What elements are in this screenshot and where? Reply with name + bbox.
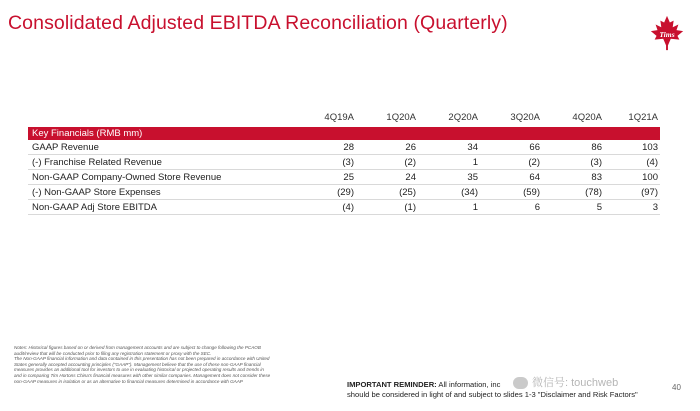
table-cell: (59) [523,187,540,198]
table-cell: 1 [472,157,478,168]
table-cell: 25 [343,172,354,183]
table-cell: (4) [342,202,354,213]
table-row [28,140,660,155]
footnote-line: States generally accepted accounting principles ("GAAP"). Management believe that the use of these non-GAAP financial [14,361,261,367]
wechat-watermark [513,374,618,390]
table-cell: 1 [472,202,478,213]
footnotes [14,345,339,384]
column-header: 1Q21A [628,112,658,123]
footnote-line: non-GAAP measures in isolation or as an alternative to financial measures determined in accordance with GAAP [14,378,243,384]
table-row [28,155,660,170]
table-cell: (1) [404,202,416,213]
table-cell: 3 [652,202,658,213]
row-label: Non-GAAP Company-Owned Store Revenue [32,172,222,183]
page-title: Consolidated Adjusted EBITDA Reconciliation (Quarterly) [8,12,508,34]
watermark-text: 微信号: touchweb [532,377,619,389]
tims-maple-leaf-logo [648,14,686,52]
table-cell: (3) [590,157,602,168]
table-cell: 26 [405,142,416,153]
row-label: Non-GAAP Adj Store EBITDA [32,202,157,213]
financials-table [28,110,660,215]
table-cell: 100 [642,172,658,183]
column-header: 4Q20A [572,112,602,123]
table-cell: (29) [337,187,354,198]
table-cell: 24 [405,172,416,183]
reminder-line-2: should be considered in light of and subject to slides 1-3 "Disclaimer and Risk Factors" [347,390,638,399]
reminder-line-1: All information, inc [436,380,501,389]
row-label: GAAP Revenue [32,142,99,153]
footnote-line: The Non-GAAP financial information and data contained in this presentation has not been prepared in accordance with United [14,356,270,362]
column-header: 2Q20A [448,112,478,123]
reminder-heading: IMPORTANT REMINDER: [347,380,437,389]
table-cell: (34) [461,187,478,198]
table-row [28,170,660,185]
table-cell: 35 [467,172,478,183]
row-label: (-) Non-GAAP Store Expenses [32,187,161,198]
table-row [28,185,660,200]
column-header-row [28,110,660,124]
table-cell: (78) [585,187,602,198]
section-band: Key Financials (RMB mm) [28,127,660,140]
important-reminder [347,380,677,400]
table-cell: (4) [646,157,658,168]
table-row [28,200,660,215]
table-cell: 5 [596,202,602,213]
table-cell: 66 [529,142,540,153]
logo-text: Tims [659,29,675,39]
footnote-line: Notes: Historical figures based on or derived from management accounts and are subject to change following the PCAOB [14,345,261,350]
table-cell: (2) [404,157,416,168]
wechat-icon [513,377,528,389]
table-cell: 103 [642,142,658,153]
footnote-line: measures provides an additional tool for investors to use in evaluating historical or projected operating results and trends in [14,367,264,373]
footnote-line: audit/review that will be conducted prior to filing any registration statement or proxy with the SEC. [14,350,212,356]
table-cell: (97) [641,187,658,198]
table-cell: 83 [591,172,602,183]
table-cell: 28 [343,142,354,153]
page-number: 40 [672,383,681,392]
column-header: 4Q19A [324,112,354,123]
column-header: 3Q20A [510,112,540,123]
table-cell: 34 [467,142,478,153]
table-cell: 86 [591,142,602,153]
footnote-line: and in comparing Tim Hortons China's financial measures with other similar companies. Management does not consider these [14,372,271,378]
table-cell: (25) [399,187,416,198]
row-label: (-) Franchise Related Revenue [32,157,162,168]
table-cell: 64 [529,172,540,183]
table-cell: (2) [528,157,540,168]
column-header: 1Q20A [386,112,416,123]
table-cell: (3) [342,157,354,168]
table-cell: 6 [534,202,540,213]
